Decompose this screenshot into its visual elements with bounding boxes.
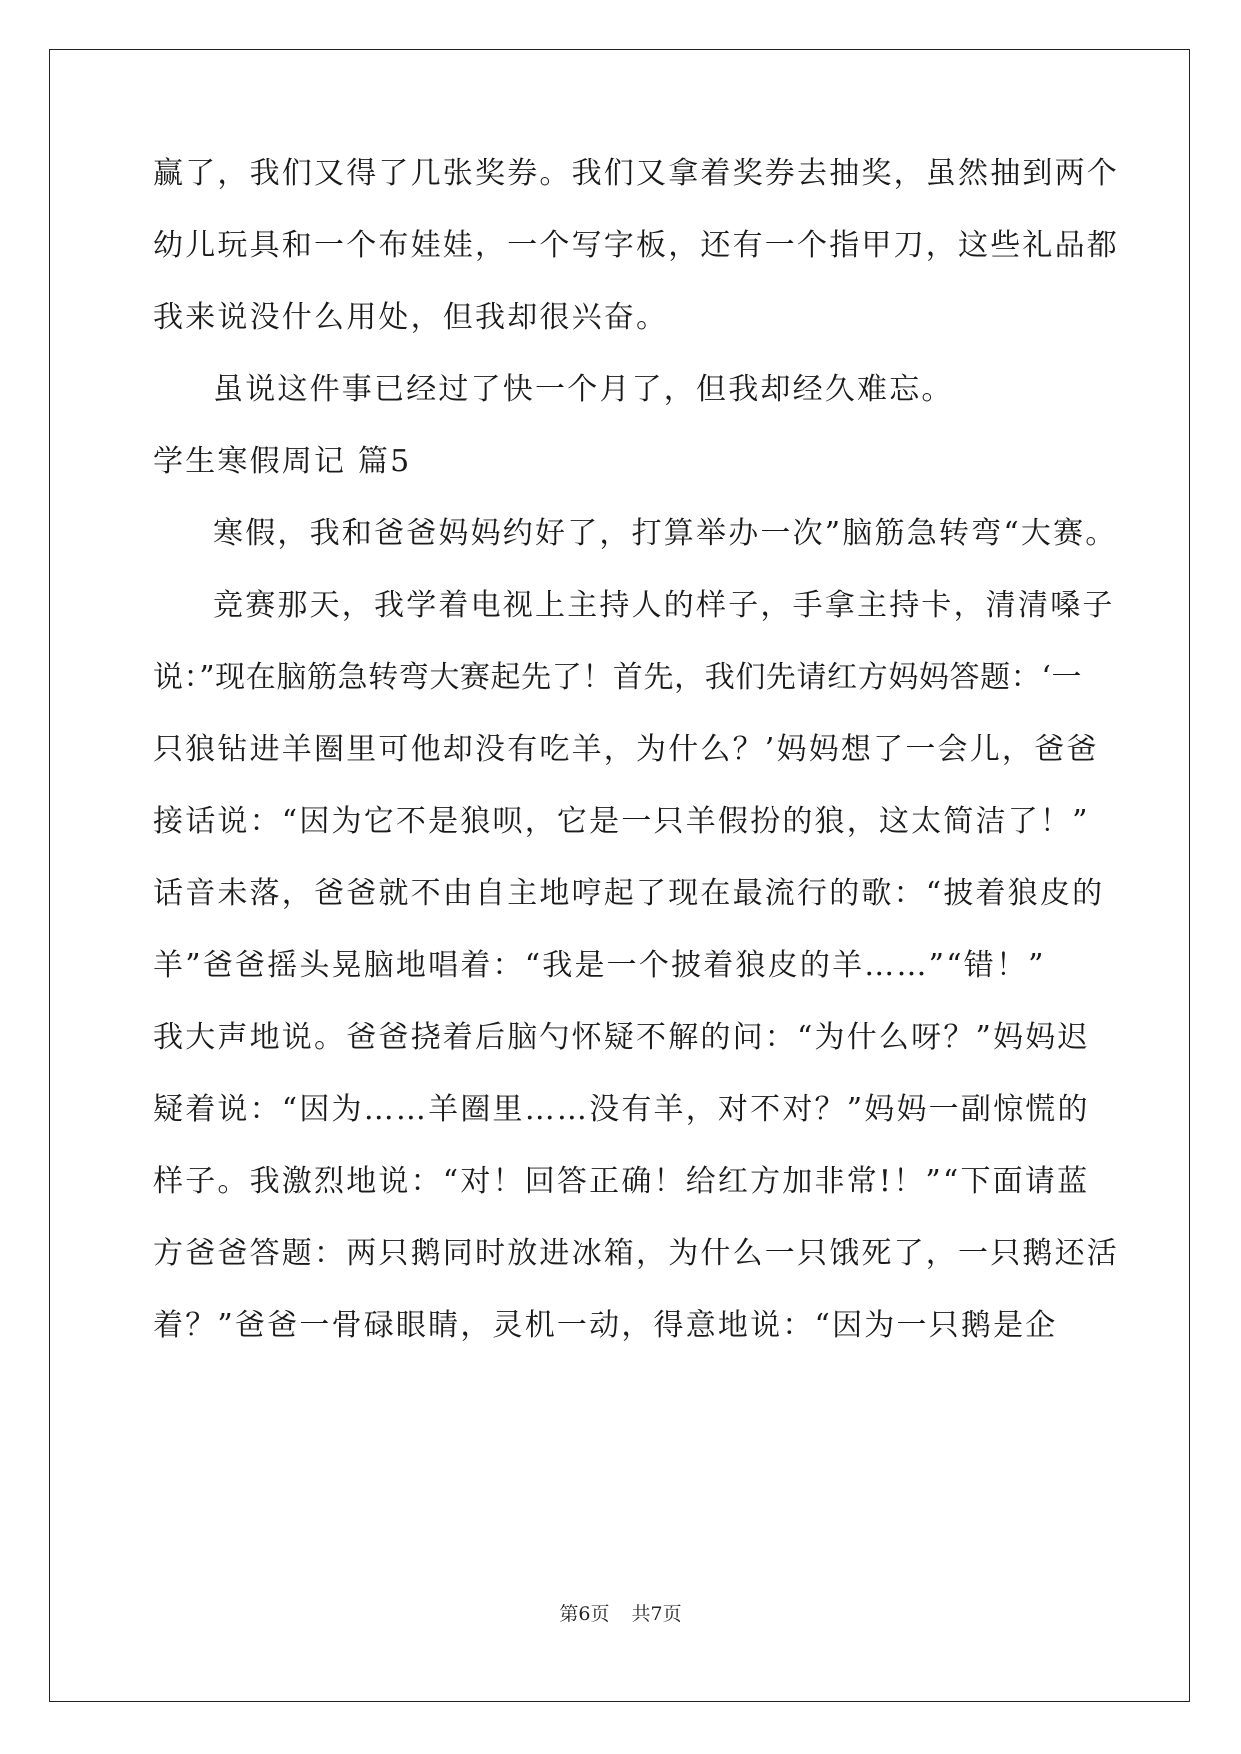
text-line-7: 竞赛那天，我学着电视上主持人的样子，手拿主持卡，清清嗓子 [213,588,1115,623]
page-number-total: 共7页 [631,1603,682,1625]
text-line-13: 我大声地说。爸爸挠着后脑勺怀疑不解的问：“为什么呀？”妈妈迟 [153,1020,1090,1055]
text-line-6: 寒假，我和爸爸妈妈约好了，打算举办一次”脑筋急转弯“大赛。 [213,516,1118,551]
text-line-17: 着？”爸爸一骨碌眼睛，灵机一动，得意地说：“因为一只鹅是企 [153,1308,1058,1343]
text-line-11: 话音未落，爸爸就不由自主地哼起了现在最流行的歌：“披着狼皮的 [153,876,1105,911]
text-line-16: 方爸爸答题：两只鹅同时放进冰箱，为什么一只饿死了，一只鹅还活 [153,1236,1119,1271]
text-line-9: 只狼钻进羊圈里可他却没有吃羊，为什么？’妈妈想了一会儿，爸爸 [153,732,1099,767]
page-number-current: 第6页 [559,1603,610,1625]
text-line-12: 羊”爸爸摇头晃脑地唱着：“我是一个披着狼皮的羊……”“错！” [153,948,1046,983]
text-line-2: 幼儿玩具和一个布娃娃，一个写字板，还有一个指甲刀，这些礼品都 [153,228,1119,263]
text-line-1: 赢了，我们又得了几张奖券。我们又拿着奖券去抽奖，虽然抽到两个 [153,156,1119,191]
text-line-10: 接话说：“因为它不是狼呗，它是一只羊假扮的狼，这太简洁了！” [153,804,1090,839]
text-line-15: 样子。我激烈地说：“对！回答正确！给红方加非常!！”“下面请蓝 [153,1164,1090,1199]
text-line-14: 疑着说：“因为……羊圈里……没有羊，对不对？”妈妈一副惊慌的 [153,1092,1090,1127]
section-heading: 学生寒假周记 篇5 [153,444,412,479]
text-line-3: 我来说没什么用处，但我却很兴奋。 [153,300,669,335]
text-line-8: 说：”现在脑筋急转弯大赛起先了！首先，我们先请红方妈妈答题：‘一 [153,660,1083,695]
text-line-4: 虽说这件事已经过了快一个月了，但我却经久难忘。 [213,372,954,407]
page-footer [0,1602,1241,1626]
